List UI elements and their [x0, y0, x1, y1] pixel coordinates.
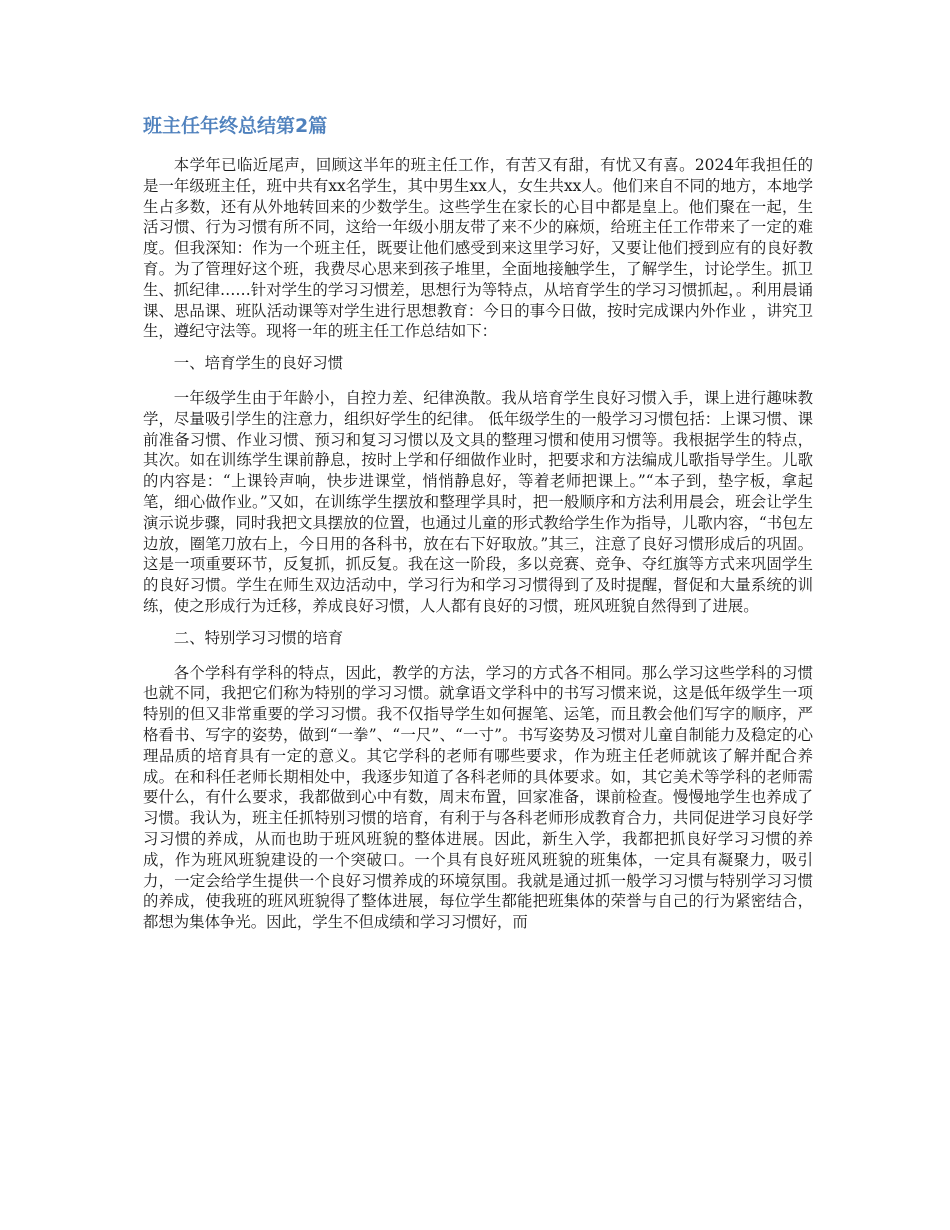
- section-1-paragraph: 一年级学生由于年龄小，自控力差、纪律涣散。我从培育学生良好习惯入手，课上进行趣味教学，尽量吸引学生的注意力，组织好学生的纪律。 低年级学生的一般学习习惯包括：上课习惯、课前准备习惯、作业习惯、预习和复习习惯以及文具的整理习惯和使用习惯等。我根据学生的特点，其次。如在训练学生课前静息，按时上学和仔细做作业时，把要求和方法编成儿歌指导学生。儿歌的内容是：“上课铃声响，快步进课堂，悄悄静息好，等着老师把课上。”“本子到，垫字板，拿起笔，细心做作业。”又如，在训练学生摆放和整理学具时，把一般顺序和方法利用晨会，班会让学生演示说步骤，同时我把文具摆放的位置，也通过儿童的形式教给学生作为指导，儿歌内容，“书包左边放，圈笔刀放右上，今日用的各科书，放在右下好取放。”其三，注意了良好习惯形成后的巩固。这是一项重要环节，反复抓，抓反复。我在这一阶段，多以竞赛、竞争、夺红旗等方式来巩固学生的良好习惯。学生在师生双边活动中，学习行为和学习习惯得到了及时提醒，督促和大量系统的训练，使之形成行为迁移，养成良好习惯，人人都有良好的习惯，班风班貌自然得到了进展。: [143, 388, 813, 615]
- document-body: [143, 112, 813, 933]
- document-title: 班主任年终总结第2篇: [143, 115, 328, 137]
- section-2-heading: 二、特别学习习惯的培育: [173, 628, 344, 647]
- section-1-heading: 一、培育学生的良好习惯: [173, 354, 344, 373]
- section-2-paragraph: 各个学科有学科的特点，因此，教学的方法，学习的方式各不相同。那么学习这些学科的习惯也就不同，我把它们称为特别的学习习惯。就拿语文学科中的书写习惯来说，这是低年级学生一项特别的但又非常重要的学习习惯。我不仅指导学生如何握笔、运笔，而且教会他们写字的顺序，严格看书、写字的姿势，做到“一拳”、“一尺”、“一寸”。书写姿势及习惯对儿童自制能力及稳定的心理品质的培育具有一定的意义。其它学科的老师有哪些要求，作为班主任老师就该了解并配合养成。在和科任老师长期相处中，我逐步知道了各科老师的具体要求。如，其它美术等学科的老师需要什么，有什么要求，我都做到心中有数，周末布置，回家准备，课前检查。慢慢地学生也养成了习惯。我认为，班主任抓特别习惯的培育，有利于与各科老师形成教育合力，共同促进学习良好学习习惯的养成，从而也助于班风班貌的整体进展。因此，新生入学，我都把抓良好学习习惯的养成，作为班风班貌建设的一个突破口。一个具有良好班风班貌的班集体，一定具有凝聚力，吸引力，一定会给学生提供一个良好习惯养成的环境氛围。我就是通过抓一般学习习惯与特别学习习惯的养成，使我班的班风班貌得了整体进展，每位学生都能把班集体的荣誉与自己的行为紧密结合，都想为集体争光。因此，学生不但成绩和学习习惯好，而: [143, 663, 813, 932]
- intro-paragraph: 本学年已临近尾声，回顾这半年的班主任工作，有苦又有甜，有忧又有喜。2024年我担任的是一年级班主任，班中共有xx名学生，其中男生xx人，女生共xx人。他们来自不同的地方，本地学生占多数，还有从外地转回来的少数学生。这些学生在家长的心目中都是皇上。他们聚在一起，生活习惯、行为习惯有所不同，这给一年级小朋友带了来不少的麻烦，给班主任工作带来了一定的难度。但我深知：作为一个班主任，既要让他们感受到来这里学习好，又要让他们授到应有的良好教育。为了管理好这个班，我费尽心思来到孩子堆里，全面地接触学生，了解学生，讨论学生。抓卫生、抓纪律……针对学生的学习习惯差，思想行为等特点，从培育学生的学习习惯抓起，。利用晨诵课、思品课、班队活动课等对学生进行思想教育：今日的事今日做，按时完成课内外作业 ，讲究卫生，遵纪守法等。现将一年的班主任工作总结如下：: [143, 156, 813, 341]
